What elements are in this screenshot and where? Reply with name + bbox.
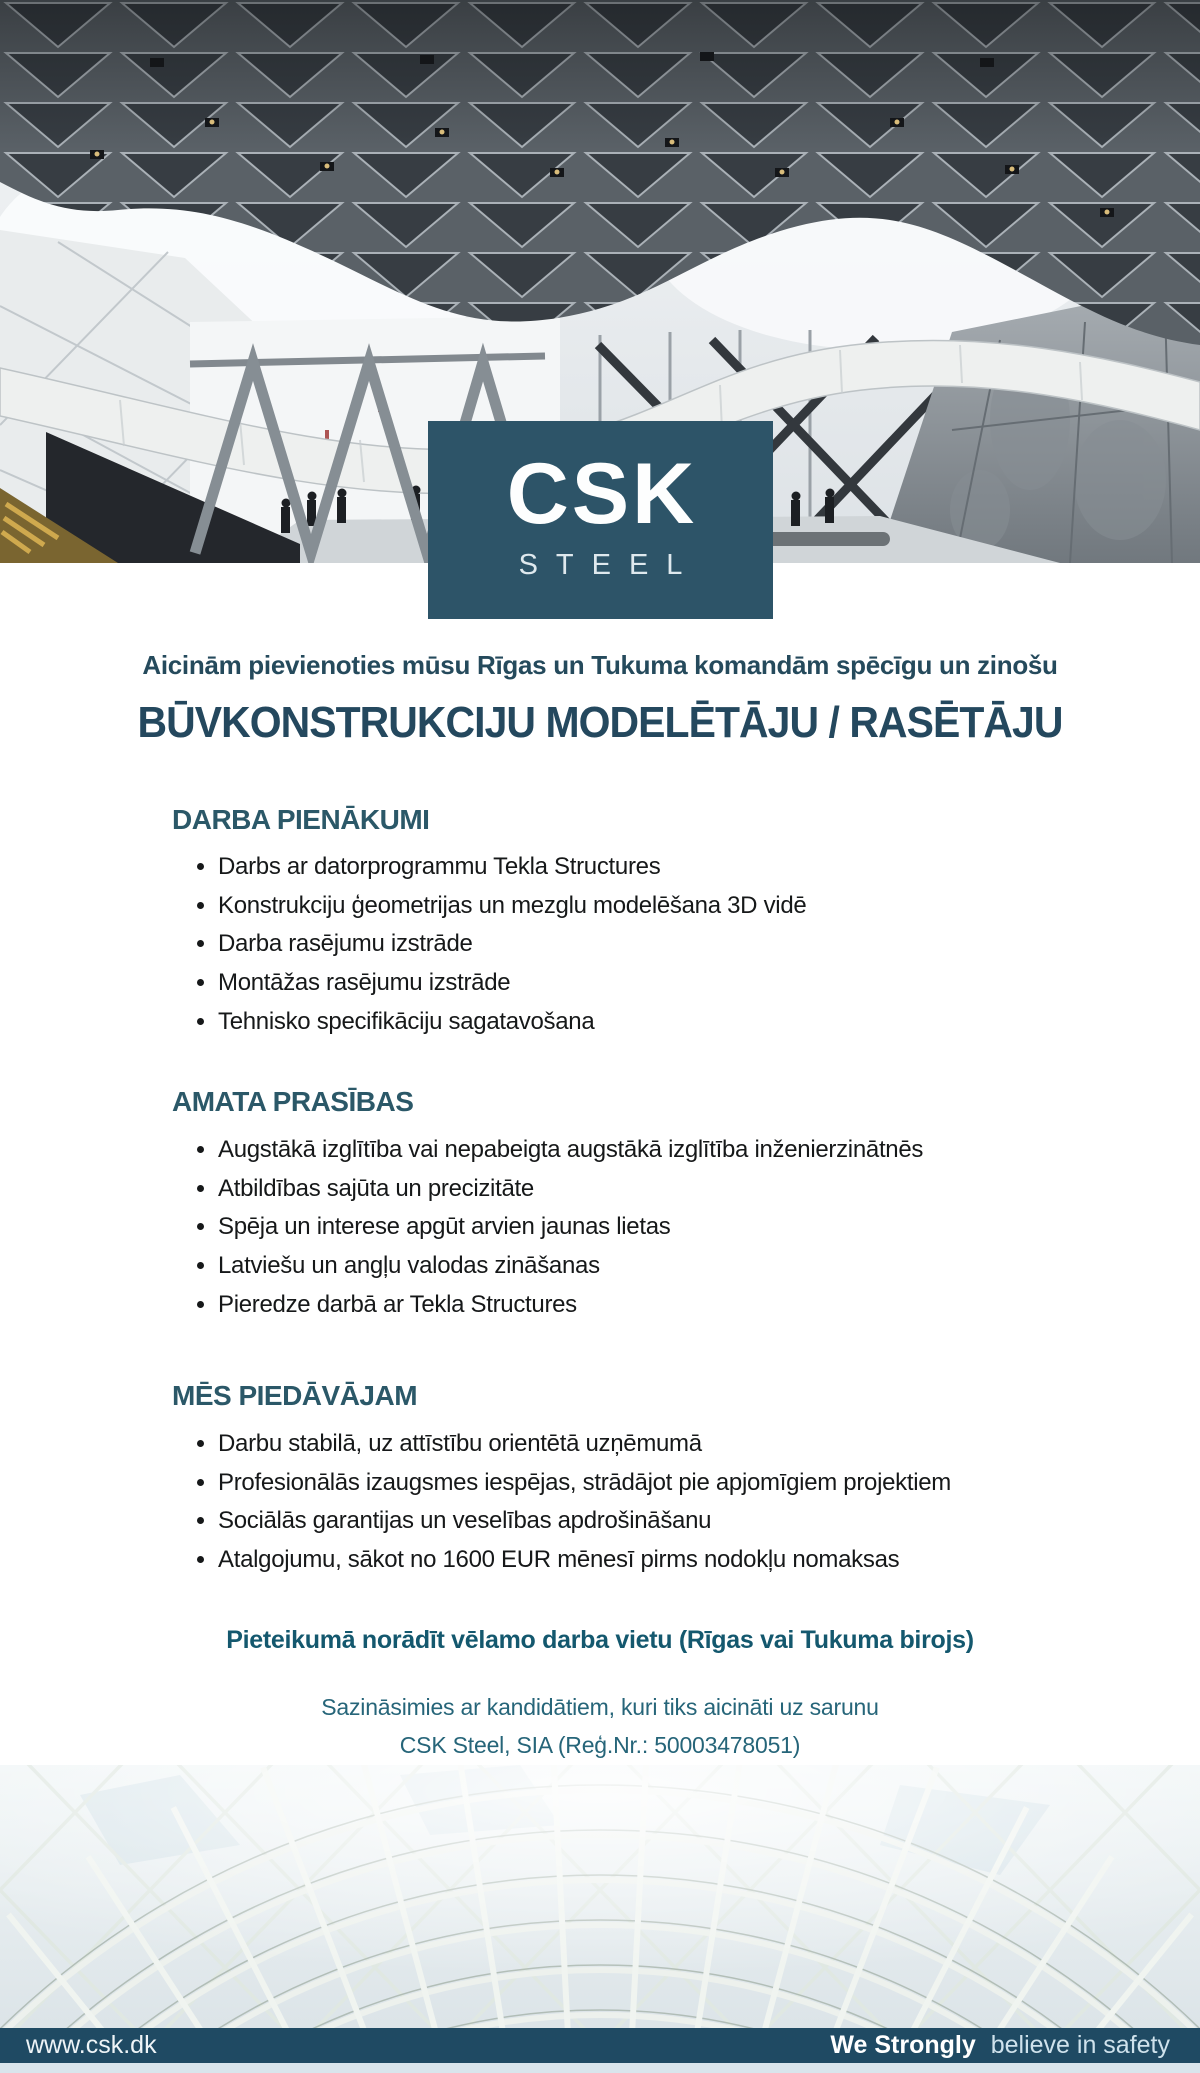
list-item: • Profesionālās izaugsmes iespējas, strādājot pie apjomīgiem projektiem [218,1464,1152,1503]
footer-slogan-rest: believe in safety [990,2031,1170,2059]
gridshell-roof-illustration [0,1765,1200,2028]
duties-list [172,848,1152,1042]
offer-list [172,1425,1152,1580]
footer-slogan [830,2031,1170,2060]
requirements-list [172,1131,1152,1325]
logo-text-steel: STEEL [518,549,701,581]
list-item: • Konstrukciju ģeometrijas un mezglu modelēšana 3D vidē [218,887,1152,926]
list-item: • Latviešu un angļu valodas zināšanas [218,1247,1152,1286]
intro-line: Aicinām pievienoties mūsu Rīgas un Tukuma komandām spēcīgu un zinošu [142,650,1058,680]
list-item: • Atalgojumu, sākot no 1600 EUR mēnesī pirms nodokļu nomaksas [218,1541,1152,1580]
job-title: BŪVKONSTRUKCIJU MODELĒTĀJU / RASĒTĀJU [137,698,1063,747]
list-item: • Augstākā izglītība vai nepabeigta augstākā izglītība inženierzinātnēs [218,1131,1152,1170]
section-title-offer: MĒS PIEDĀVĀJAM [172,1380,418,1411]
footer-accent-strip [0,2063,1200,2073]
footer-website: www.csk.dk [26,2031,157,2059]
list-item: • Montāžas rasējumu izstrāde [218,964,1152,1003]
list-item: • Atbildības sajūta un precizitāte [218,1170,1152,1209]
list-item: • Tehnisko specifikāciju sagatavošana [218,1003,1152,1042]
footer-bar [0,2028,1200,2063]
company-registration-line: CSK Steel, SIA (Reģ.Nr.: 50003478051) [399,1732,801,1758]
logo-text-csk: CSK [506,446,698,542]
list-item: • Pieredze darbā ar Tekla Structures [218,1286,1152,1325]
list-item: • Spēja un interese apgūt arvien jaunas lietas [218,1208,1152,1247]
section-title-requirements: AMATA PRASĪBAS [172,1086,414,1117]
hero-photo-gridshell-roof [0,1765,1200,2028]
footer-slogan-bold: We Strongly [830,2031,976,2059]
contact-note: Sazināsimies ar kandidātiem, kuri tiks aicināti uz sarunu [321,1694,879,1720]
section-title-duties: DARBA PIENĀKUMI [172,804,430,835]
location-note: Pieteikumā norādīt vēlamo darba vietu (Rīgas vai Tukuma birojs) [226,1626,974,1654]
list-item: • Darbs ar datorprogrammu Tekla Structures [218,848,1152,887]
list-item: • Darbu stabilā, uz attīstību orientētā uzņēmumā [218,1425,1152,1464]
company-logo [428,421,773,619]
list-item: • Darba rasējumu izstrāde [218,925,1152,964]
list-item: • Sociālās garantijas un veselības apdrošināšanu [218,1502,1152,1541]
